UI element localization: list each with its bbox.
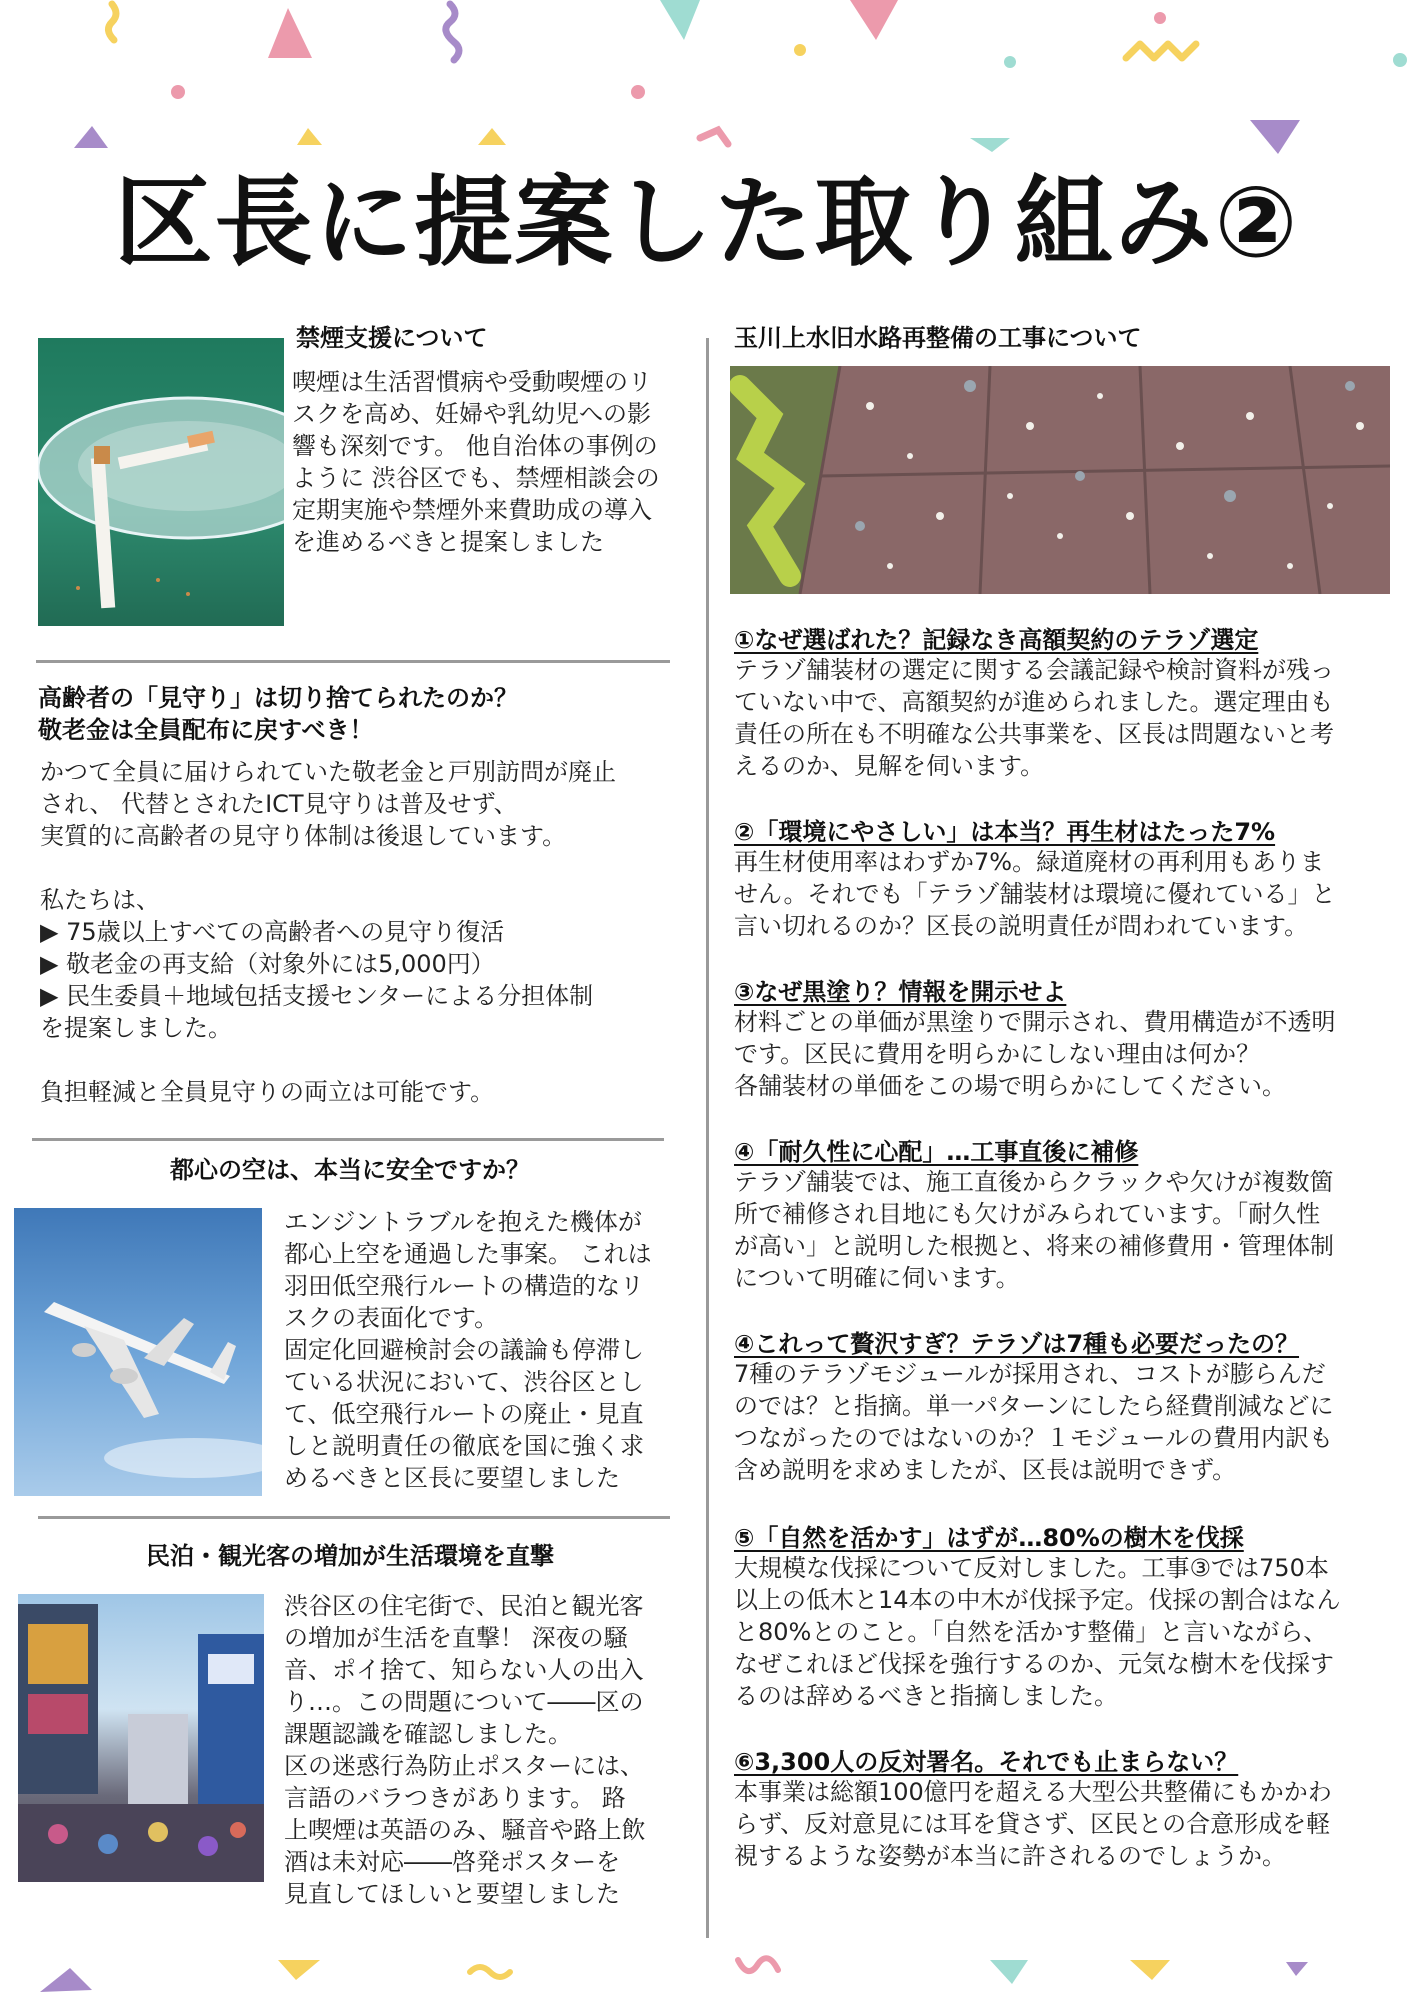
airplane-photo: [14, 1208, 262, 1496]
page-title: 区長に提案した取り組み②: [114, 166, 1300, 280]
confetti-decoration-bottom: [0, 1950, 1414, 2000]
right-section-body: 再生材使用率はわずか7%。緑道廃材の再利用もありま せん。それでも「テラゾ舗装材は環境に優れている」と 言い切れるのか？区長の説明責任が問われています。: [734, 848, 1336, 940]
right-section-heading: ②「環境にやさしい」は本当？再生材はたった7%: [734, 818, 1276, 846]
right-section-body: 大規模な伐採について反対しました。工事③では750本 以上の低木と14本の中木が伐採予定。伐採の割合はなん と80%とのこと。「自然を活かす整備」と言いながら、 なぜこれほど伐採を強行するのか、元気な樹木を伐採す るのは辞めるべきと指摘しました。: [734, 1554, 1341, 1710]
right-section-heading: ④これって贅沢すぎ？テラゾは7種も必要だったの？: [734, 1330, 1300, 1358]
section-divider: [32, 1138, 664, 1141]
tourism-body: 渋谷区の住宅街で、民泊と観光客 の増加が生活を直撃！ 深夜の騒 音、ポイ捨て、知らない人の出入 り…。この問題について――区の 課題認識を確認しました。 区の迷惑行為防止ポスターには、 言語のバラつきがあります。 路 上喫煙は英語のみ、騒音や路上飲 酒は未対応――啓発ポスターを 見直してほしいと要望しました: [284, 1592, 646, 1908]
sky-body: エンジントラブルを抱えた機体が 都心上空を通過した事案。 これは 羽田低空飛行ルートの構造的なリ スクの表面化です。 固定化回避検討会の議論も停滞し ている状況において、渋谷区とし て、低空飛行ルートの廃止・見直 しと説明責任の徹底を国に強く求 めるべきと区長に要望しました: [284, 1208, 652, 1492]
section-divider: [36, 660, 670, 663]
sky-heading: 都心の空は、本当に安全ですか？: [170, 1156, 530, 1184]
smoking-heading: 禁煙支援について: [296, 324, 488, 352]
cigarette-ashtray-photo: [38, 338, 284, 626]
right-section-body: テラゾ舗装材の選定に関する会議記録や検討資料が残っ ていない中で、高額契約が進められました。選定理由も 責任の所在も不明確な公共事業を、区長は問題ないと考 えるのか、見解を伺います。: [734, 656, 1334, 780]
elderly-body: かつて全員に届けられていた敬老金と戸別訪問が廃止 され、 代替とされたICT見守りは普及せず、 実質的に高齢者の見守り体制は後退しています。 私たちは、 ▶ 75歳以上すべての高齢者への見守り復活 ▶ 敬老金の再支給（対象外には5,000円） ▶ 民生委員＋地域包括支援センターによる分担体制 を提案しました。 負担軽減と全員見守りの両立は可能です。: [40, 758, 616, 1106]
right-section-heading: ⑤「自然を活かす」はずが…80%の樹木を伐採: [734, 1524, 1244, 1552]
tourism-heading: 民泊・観光客の増加が生活環境を直撃: [146, 1542, 554, 1570]
right-section-body: 本事業は総額100億円を超える大型公共整備にもかかわ らず、反対意見には耳を貸さず、区民との合意形成を軽 視するような姿勢が本当に許されるのでしょうか。: [734, 1778, 1332, 1870]
right-section-heading: ①なぜ選ばれた？記録なき高額契約のテラゾ選定: [734, 626, 1259, 654]
right-section-heading: ④「耐久性に心配」…工事直後に補修: [734, 1138, 1139, 1166]
column-divider: [706, 338, 709, 1938]
terrazzo-pavement-photo: [730, 366, 1390, 594]
smoking-body: 喫煙は生活習慣病や受動喫煙のリ スクを高め、妊婦や乳幼児への影 響も深刻です。 他自治体の事例の ように 渋谷区でも、禁煙相談会の 定期実施や禁煙外来費助成の導入 を進めるべきと提案しました: [292, 368, 660, 556]
right-section-heading: ⑥3,300人の反対署名。それでも止まらない？: [734, 1748, 1239, 1776]
tamagawa-heading: 玉川上水旧水路再整備の工事について: [734, 324, 1142, 352]
shibuya-crossing-photo: [18, 1594, 264, 1882]
confetti-decoration-top: [0, 0, 1414, 170]
right-section-heading: ③なぜ黒塗り？情報を開示せよ: [734, 978, 1067, 1006]
right-section-body: 7種のテラゾモジュールが採用され、コストが膨らんだ のでは？と指摘。単一パターンにしたら経費削減などに つながったのではないのか？１モジュールの費用内訳も 含め説明を求めましたが、区長は説明できず。: [734, 1360, 1334, 1484]
elderly-heading: 高齢者の「見守り」は切り捨てられたのか？ 敬老金は全員配布に戻すべき！: [38, 684, 518, 744]
right-section-body: テラゾ舗装では、施工直後からクラックや欠けが複数箇 所で補修され目地にも欠けがみられています。「耐久性 が高い」と説明した根拠と、将来の補修費用・管理体制 について明確に伺います。: [734, 1168, 1334, 1292]
right-section-body: 材料ごとの単価が黒塗りで開示され、費用構造が不透明 です。区民に費用を明らかにしない理由は何か？ 各舗装材の単価をこの場で明らかにしてください。: [734, 1008, 1336, 1100]
section-divider: [38, 1516, 670, 1519]
